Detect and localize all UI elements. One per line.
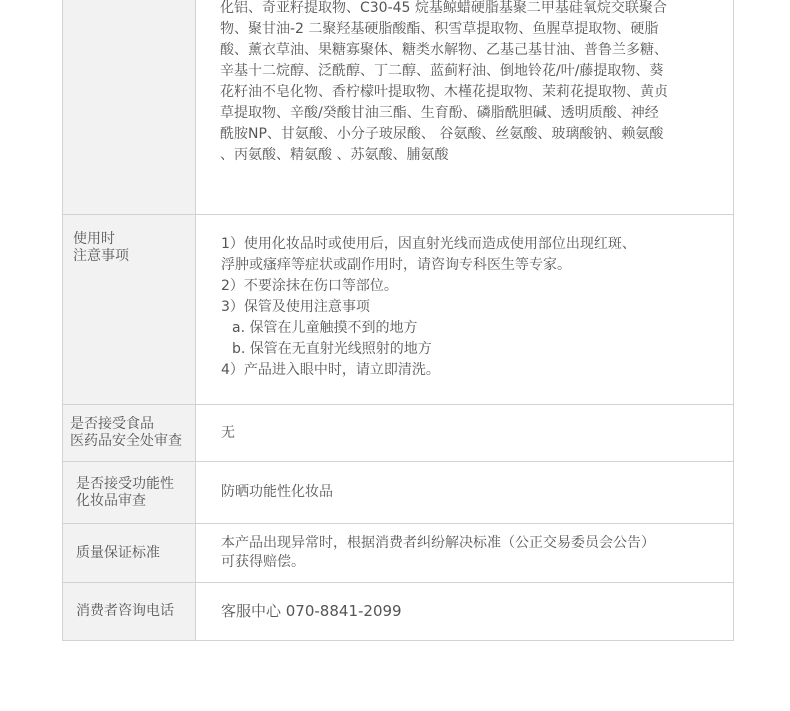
- functional-review-label-line: 化妆品审查: [76, 492, 146, 509]
- cautions-label: [63, 215, 196, 404]
- quality-standard-line: 可获得赔偿。: [221, 554, 305, 570]
- ingredient-line: 草提取物、辛酸/癸酸甘油三酯、生育酚、磷脂酰胆碱、透明质酸、神经: [220, 105, 659, 121]
- caution-subline: a. 保管在儿童触摸不到的地方: [232, 320, 418, 336]
- quality-standard-value: [196, 524, 733, 582]
- food-drug-review-label: [63, 405, 196, 461]
- cautions-value: [196, 215, 733, 404]
- ingredient-line: 辛基十二烷醇、泛酰醇、丁二醇、蓝蓟籽油、倒地铃花/叶/藤提取物、葵: [220, 63, 664, 79]
- quality-standard-line: 本产品出现异常时，根据消费者纠纷解决标准（公正交易委员会公告）: [221, 535, 655, 551]
- food-drug-review-label-line: 是否接受食品: [70, 416, 154, 432]
- quality-standard-label: [63, 524, 196, 582]
- food-drug-review-value: [196, 405, 733, 461]
- food-drug-review-row: [63, 404, 733, 461]
- ingredients-label-cell: [63, 0, 196, 214]
- functional-review-row: [63, 461, 733, 523]
- quality-standard-row: [63, 523, 733, 582]
- ingredients-row: [63, 0, 733, 214]
- ingredient-line: 化铝、奇亚籽提取物、C30-45 烷基鲸蜡硬脂基聚二甲基硅氧烷交联聚合: [220, 0, 667, 16]
- cautions-row: [63, 214, 733, 404]
- cautions-label-line: 使用时: [73, 231, 115, 247]
- cautions-label-line: 注意事项: [73, 248, 129, 264]
- ingredient-line: 酰胺NP、甘氨酸、小分子玻尿酸、 谷氨酸、丝氨酸、玻璃酸钠、赖氨酸: [220, 126, 664, 142]
- functional-review-text: 防晒功能性化妆品: [221, 484, 333, 500]
- consumer-hotline-label: [63, 583, 196, 640]
- product-info-table: [62, 0, 734, 641]
- food-drug-review-text: 无: [221, 424, 235, 441]
- ingredient-line: 、丙氨酸、精氨酸 、苏氨酸、脯氨酸: [220, 147, 449, 163]
- ingredient-line: 酸、薰衣草油、果糖寡聚体、糖类水解物、乙基己基甘油、普鲁兰多糖、: [220, 42, 668, 58]
- functional-review-value: [196, 462, 733, 523]
- caution-subline: b. 保管在无直射光线照射的地方: [232, 341, 432, 357]
- ingredients-value: [196, 0, 733, 214]
- caution-line: 3）保管及使用注意事项: [221, 299, 370, 315]
- food-drug-review-label-line: 医药品安全处审查: [70, 433, 182, 449]
- caution-line: 1）使用化妆品时或使用后，因直射光线而造成使用部位出现红斑、: [221, 236, 636, 252]
- consumer-hotline-text: 客服中心 070-8841-2099: [221, 602, 402, 620]
- consumer-hotline-row: [63, 582, 733, 640]
- caution-line: 2）不要涂抹在伤口等部位。: [221, 278, 398, 294]
- caution-line: 浮肿或瘙痒等症状或副作用时，请咨询专科医生等专家。: [221, 257, 571, 273]
- quality-standard-label-text: 质量保证标准: [76, 544, 160, 561]
- functional-review-label-line: 是否接受功能性: [76, 475, 174, 492]
- ingredient-line: 花籽油不皂化物、香柠檬叶提取物、木槿花提取物、茉莉花提取物、黄贞: [220, 84, 668, 100]
- caution-line: 4）产品进入眼中时，请立即清洗。: [221, 362, 440, 378]
- consumer-hotline-label-text: 消费者咨询电话: [76, 603, 174, 619]
- consumer-hotline-value: [196, 583, 733, 640]
- functional-review-label: [63, 462, 196, 523]
- ingredient-line: 物、聚甘油-2 二聚羟基硬脂酸酯、积雪草提取物、鱼腥草提取物、硬脂: [220, 21, 659, 37]
